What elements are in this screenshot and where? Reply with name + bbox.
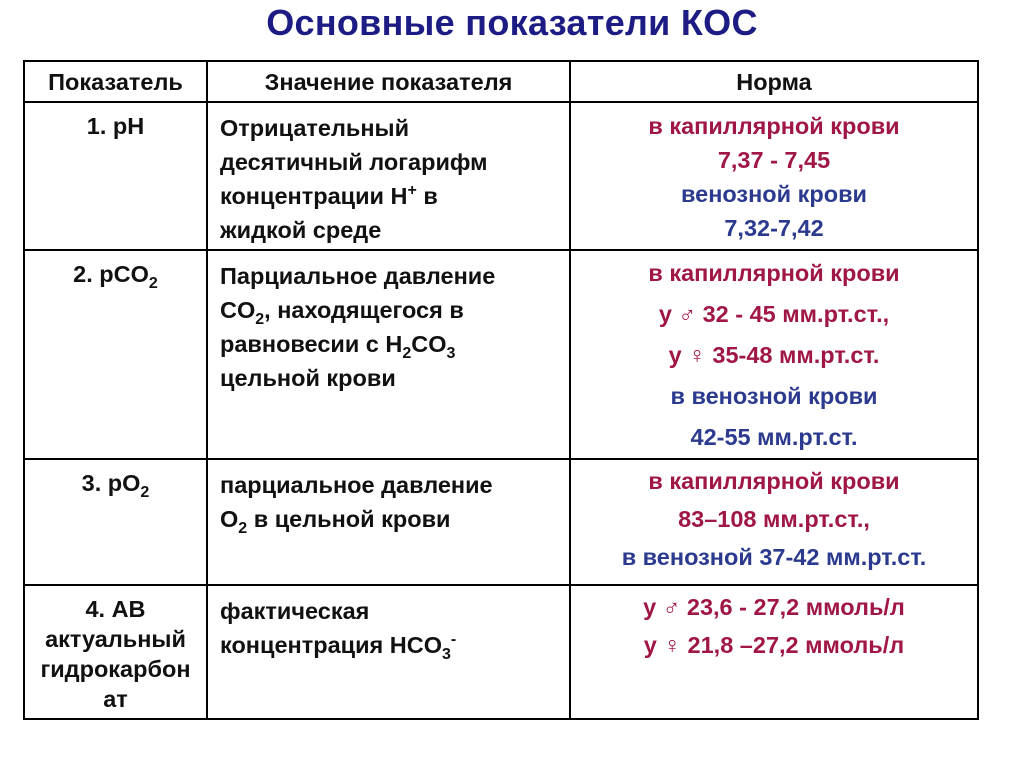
- table-header-row: [24, 61, 978, 102]
- norm-cell: в капиллярной крови 83–108 мм.рт.ст., в венозной 37-42 мм.рт.ст.: [570, 459, 978, 585]
- indicator-cell: 2. pCO$_2$: [24, 250, 207, 459]
- meaning-cell: Отрицательный десятичный логарифм концентрации Н+ в жидкой среде: [207, 102, 570, 250]
- norm-cell: в капиллярной крови у ♂ 32 - 45 мм.рт.ст., у ♀ 35-48 мм.рт.ст. в венозной крови 42-55 мм.рт.ст.: [570, 250, 978, 459]
- page-title: Основные показатели КОС: [266, 2, 758, 43]
- indicator-cell: 4. АВ актуальный гидрокарбон ат: [24, 585, 207, 719]
- table-row: [24, 459, 978, 585]
- table-row: [24, 102, 978, 250]
- table-row: [24, 585, 978, 719]
- header-meaning: Значение показателя: [207, 61, 570, 102]
- header-norm: Норма: [570, 61, 978, 102]
- indicator-cell: 1. pH: [24, 102, 207, 250]
- norm-cell: в капиллярной крови 7,37 - 7,45 венозной крови 7,32-7,42: [570, 102, 978, 250]
- kos-table: [23, 60, 979, 720]
- norm-cell: у ♂ 23,6 - 27,2 ммоль/л у ♀ 21,8 –27,2 ммоль/л: [570, 585, 978, 719]
- meaning-cell: парциальное давление $O_2$ в цельной крови: [207, 459, 570, 585]
- meaning-cell: фактическая концентрация $HCO_3^-$: [207, 585, 570, 719]
- table-row: [24, 250, 978, 459]
- header-indicator: Показатель: [24, 61, 207, 102]
- meaning-cell: Парциальное давление $CO_2$, находящегося в равновесии с $H_2CO_3$ цельной крови: [207, 250, 570, 459]
- indicator-cell: 3. $pO_2$: [24, 459, 207, 585]
